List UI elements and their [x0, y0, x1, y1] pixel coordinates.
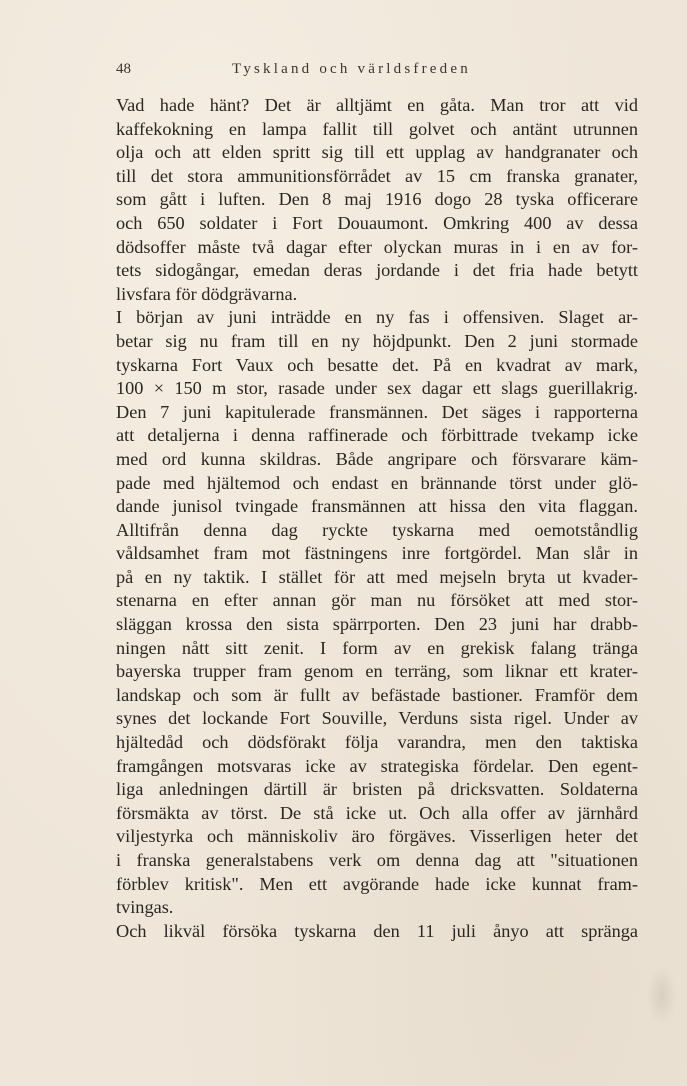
paper-smudge	[647, 966, 677, 1026]
text-line: släggan krossa den sista spärrporten. Den 23 juni har drabb-	[116, 614, 638, 635]
text-line: kaffekokning en lampa fallit till golvet och antänt utrunnen	[116, 118, 638, 139]
text-line: bayerska trupper fram genom en terräng, som liknar ett krater-	[116, 661, 638, 682]
text-line: dödsoffer måste två dagar efter olyckan muras in i en av for-	[116, 236, 638, 257]
body-text	[116, 94, 638, 943]
text-line: livsfara för dödgrävarna.	[116, 283, 298, 304]
text-line: att detaljerna i denna raffinerade och förbittrade tvekamp icke	[116, 425, 638, 446]
text-line: Och likväl försöka tyskarna den 11 juli ånyo att spränga	[116, 920, 638, 941]
text-line: 100 × 150 m stor, rasade under sex dagar ett slags guerillakrig.	[116, 378, 638, 399]
text-line: tets sidogångar, emedan deras jordande i det fria hade betytt	[116, 260, 638, 281]
text-line: hjältedåd och dödsförakt följa varandra, men den taktiska	[116, 732, 638, 753]
text-line: liga anledningen därtill är bristen på dricksvatten. Soldaterna	[116, 779, 638, 800]
text-line: synes det lockande Fort Souville, Verduns sista rigel. Under av	[116, 708, 638, 729]
text-line: I början av juni inträdde en ny fas i offensiven. Slaget ar-	[116, 307, 638, 328]
text-line: framgången motsvaras icke av strategiska fördelar. Den egent-	[116, 755, 638, 776]
page-number: 48	[116, 61, 131, 77]
text-line: Vad hade hänt? Det är alltjämt en gåta. Man tror att vid	[116, 95, 638, 115]
text-line: pade med hjältemod och endast en brännande törst under glö-	[116, 472, 638, 493]
text-line: på en ny taktik. I stället för att med mejseln bryta ut kvader-	[116, 566, 638, 587]
text-line: ningen nått sitt zenit. I form av en grekisk falang tränga	[116, 637, 638, 658]
text-line: med ord kunna skildras. Både angripare och försvarare käm-	[116, 448, 638, 469]
text-line: i franska generalstabens verk om denna dag att "situationen	[116, 850, 638, 870]
text-line: tyskarna Fort Vaux och besatte det. På en kvadrat av mark,	[116, 354, 638, 375]
text-line: Alltifrån denna dag ryckte tyskarna med oemotståndlig	[116, 519, 638, 540]
text-line: betar sig nu fram till en ny höjdpunkt. Den 2 juni stormade	[116, 330, 638, 351]
text-line: Den 7 juni kapitulerade fransmännen. Det säges i rapporterna	[116, 401, 638, 422]
text-line: stenarna en efter annan gör man nu försöket att med stor-	[116, 590, 638, 611]
text-line: och 650 soldater i Fort Douaumont. Omkring 400 av dessa	[116, 212, 638, 233]
text-line: landskap och som är fullt av befästade bastioner. Framför dem	[116, 684, 638, 705]
running-title: Tyskland och världsfreden	[232, 61, 471, 77]
page-header	[116, 61, 638, 83]
text-line: till det stora ammunitionsförrådet av 15 cm franska granater,	[116, 165, 638, 186]
text-line: försmäkta av törst. De stå icke ut. Och alla offer av järnhård	[116, 802, 638, 823]
text-line: våldsamhet fram mot fästningens inre fortgördel. Man slår in	[116, 543, 638, 564]
text-line: olja och att elden spritt sig till ett upplag av handgranater och	[116, 142, 638, 163]
text-line: dande junisol tvingade fransmännen att hissa den vita flaggan.	[116, 496, 638, 517]
text-line: viljestyrka och människoliv äro förgäves. Visserligen heter det	[116, 826, 638, 847]
text-line: förblev kritisk". Men ett avgörande hade icke kunnat fram-	[116, 873, 638, 894]
text-line: tvingas.	[116, 897, 174, 918]
text-line: som gått i luften. Den 8 maj 1916 dogo 28 tyska officerare	[116, 189, 638, 210]
